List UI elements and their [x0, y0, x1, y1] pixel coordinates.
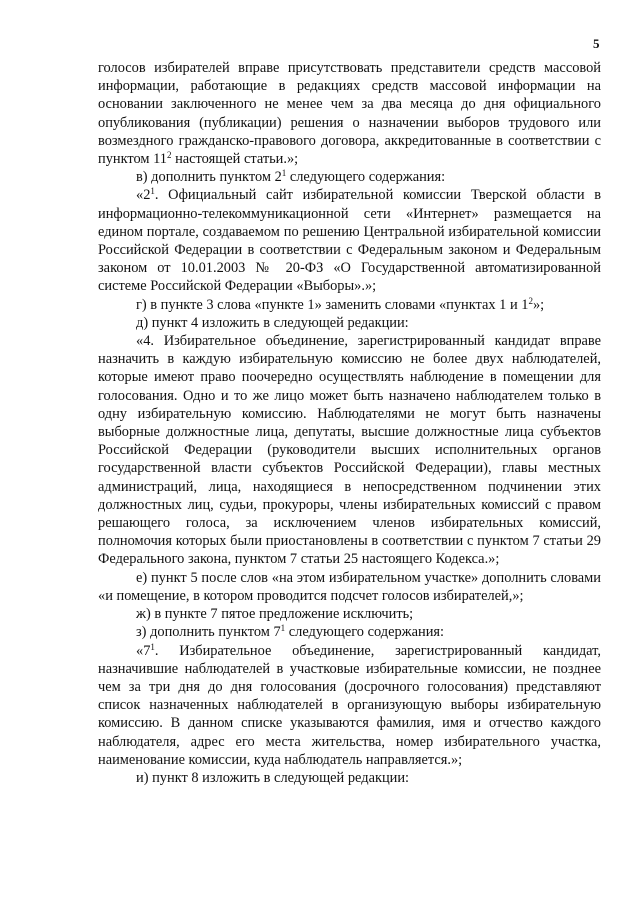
paragraph: з) дополнить пунктом $7^1$ следующего содержания:: [136, 623, 445, 641]
paragraph: в) дополнить пунктом $2^1$ следующего содержания:: [136, 168, 446, 186]
paragraph: голосов избирателей вправе присутствовать представители средств массовой информации, работающие в редакциях средств массовой информации на основании заключенного не менее чем за два месяца до дня официального опубликования (публикации) решения о назначении выборов трудового или возмездного гражданско-правового договора, аккредитованные в соответствии с пунктом $11^2$ настоящей статьи.»;: [98, 60, 601, 168]
paragraph: д) пункт 4 изложить в следующей редакции:: [136, 314, 409, 331]
paragraph: ж) в пункте 7 пятое предложение исключить;: [136, 606, 414, 623]
page-number: 5: [593, 36, 600, 51]
paragraph: г) в пункте 3 слова «пункте 1» заменить словами «пунктах 1 и $1^2$»;: [136, 295, 545, 313]
paragraph: и) пункт 8 изложить в следующей редакции:: [136, 769, 410, 786]
document-body: [98, 59, 601, 787]
paragraph: е) пункт 5 после слов «на этом избирательном участке» дополнить словами «и помещение, в котором проводится подсчет голосов избирателей,»;: [98, 569, 601, 604]
paragraph: «$7^1$. Избирательное объединение, зарегистрированный кандидат, назначившие наблюдателей в участковые избирательные комиссии, не позднее чем за три дня до дня голосования (досрочного голосования) представляют список назначенных наблюдателей в организующую выборы избирательную комиссию. В данном списке указываются фамилия, имя и отчество каждого наблюдателя, адрес его места жительства, номер избирательного участка, наименование комиссии, куда наблюдатель направляется.»;: [98, 641, 601, 768]
paragraph: «$2^1$. Официальный сайт избирательной комиссии Тверской области в информационно-телекоммуникационной сети «Интернет» размещается на едином портале, создаваемом по решению Центральной избирательной комиссии Российской Федерации в соответствии с Федеральным законом и Федеральным законом от 10.01.2003 № 20-ФЗ «О Государственной автоматизированной системе Российской Федерации «Выборы».»;: [98, 186, 601, 295]
paragraph: «4. Избирательное объединение, зарегистрированный кандидат вправе назначить в каждую избирательную комиссию не более двух наблюдателей, которые имеют право поочередно осуществлять наблюдение в помещении для голосования. Одно и то же лицо может быть назначено наблюдателем только в одну избирательную комиссию. Наблюдателями не могут быть назначены выборные должностные лица, депутаты, высшие должностные лица субъектов Российской Федерации (руководители высших исполнительных органов государственной власти субъектов Российской Федерации), главы местных администраций, лица, находящиеся в непосредственном подчинении этих должностных лиц, судьи, прокуроры, члены избирательных комиссий с правом решающего голоса, за исключением членов избирательных комиссий, полномочия которых были приостановлены в соответствии с пунктом 7 статьи 29 Федерального закона, пунктом 7 статьи 25 настоящего Кодекса.»;: [98, 333, 601, 568]
